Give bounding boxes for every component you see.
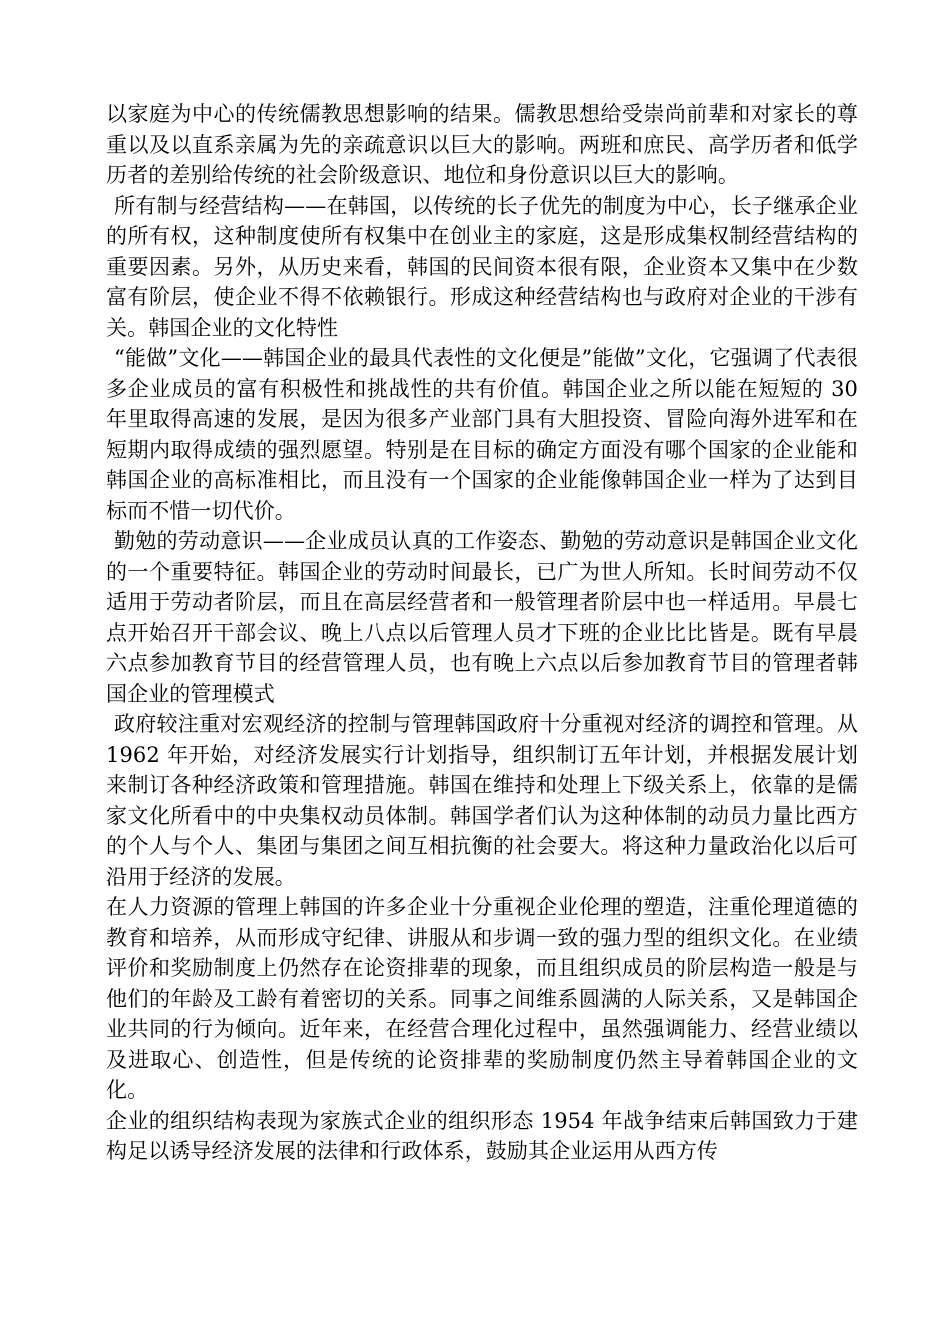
document-body — [106, 99, 858, 1167]
paragraph-diligent-labor: 勤勉的劳动意识——企业成员认真的工作姿态、勤勉的劳动意识是韩国企业文化的一个重要特征。韩国企业的劳动时间最长，已广为世人所知。长时间劳动不仅适用于劳动者阶层，而且在高层经营者和一般管理者阶层中也一样适用。早晨七点开始召开干部会议、晚上八点以后管理人员才下班的企业比比皆是。既有早晨六点参加教育节目的经营管理人员，也有晚上六点以后参加教育节目的管理者韩国企业的管理模式 — [106, 529, 858, 706]
paragraph-organization-structure: 企业的组织结构表现为家族式企业的组织形态 1954 年战争结束后韩国致力于建构足以诱导经济发展的法律和行政体系，鼓励其企业运用从西方传 — [106, 1108, 858, 1163]
paragraph-government-control: 政府较注重对宏观经济的控制与管理韩国政府十分重视对经济的调控和管理。从 1962 年开始，对经济发展实行计划指导，组织制订五年计划，并根据发展计划来制订各种经济政策和管理措施。韩国在维持和处理上下级关系上，依靠的是儒家文化所看中的中央集权动员体制。韩国学者们认为这种体制的动员力量比西方的个人与个人、集团与集团之间互相抗衡的社会要大。将这种力量政治化以后可沿用于经济的发展。 — [106, 712, 858, 889]
paragraph-ownership-structure: 所有制与经营结构——在韩国，以传统的长子优先的制度为中心，长子继承企业的所有权，这种制度使所有权集中在创业主的家庭，这是形成集权制经营结构的重要因素。另外，从历史来看，韩国的民间资本很有限，企业资本又集中在少数富有阶层，使企业不得不依赖银行。形成这种经营结构也与政府对企业的干涉有关。韩国企业的文化特性 — [106, 193, 858, 340]
paragraph-confucian-influence: 以家庭为中心的传统儒教思想影响的结果。儒教思想给受崇尚前辈和对家长的尊重以及以直系亲属为先的亲疏意识以巨大的影响。两班和庶民、高学历者和低学历者的差别给传统的社会阶级意识、地位和身份意识以巨大的影响。 — [106, 102, 858, 187]
paragraph-human-resources: 在人力资源的管理上韩国的许多企业十分重视企业伦理的塑造，注重伦理道德的教育和培养，从而形成守纪律、讲服从和步调一致的强力型的组织文化。在业绩评价和奖励制度上仍然存在论资排辈的现象，而且组织成员的阶层构造一般是与他们的年龄及工龄有着密切的关系。同事之间维系圆满的人际关系，又是韩国企业共同的行为倾向。近年来，在经营合理化过程中，虽然强调能力、经营业绩以及进取心、创造性，但是传统的论资排辈的奖励制度仍然主导着韩国企业的文化。 — [106, 895, 858, 1102]
paragraph-can-do-culture: “能做”文化——韩国企业的最具代表性的文化便是”能做”文化，它强调了代表很多企业成员的富有积极性和挑战性的共有价值。韩国企业之所以能在短短的 30 年里取得高速的发展，是因为很多产业部门具有大胆投资、冒险向海外进军和在短期内取得成绩的强烈愿望。特别是在目标的确定方面没有哪个国家的企业能和韩国企业的高标准相比，而且没有一个国家的企业能像韩国企业一样为了达到目标而不惜一切代价。 — [106, 346, 858, 523]
